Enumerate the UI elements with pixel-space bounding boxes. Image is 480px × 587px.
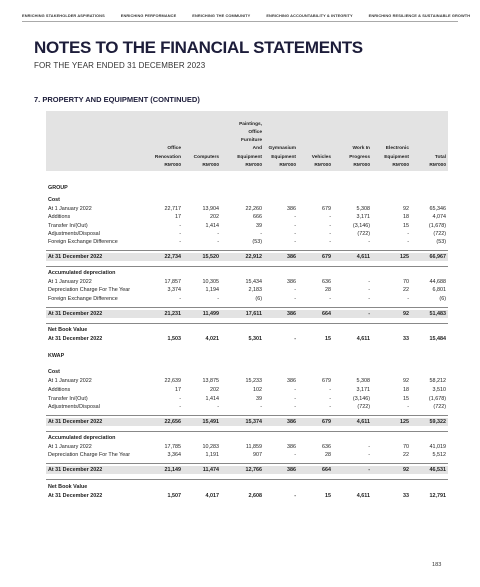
table-cell: - xyxy=(217,231,219,237)
table-cell: 679 xyxy=(322,378,331,384)
table-cell: 4,021 xyxy=(205,336,219,342)
row-label: Cost xyxy=(48,197,60,203)
table-row xyxy=(46,326,448,334)
page-subtitle: FOR THE YEAR ENDED 31 DECEMBER 2023 xyxy=(34,61,206,70)
table-cell: - xyxy=(294,336,296,342)
table-row xyxy=(46,230,448,238)
column-header-line: Equipment xyxy=(237,154,262,160)
row-divider xyxy=(46,415,448,416)
table-cell: - xyxy=(217,404,219,410)
nav-item-community[interactable]: ENRICHING THE COMMUNITY xyxy=(192,13,251,18)
table-row xyxy=(46,269,448,277)
table-total-row xyxy=(46,253,448,261)
table-cell: 12,791 xyxy=(429,493,446,499)
table-cell: 22 xyxy=(403,287,409,293)
table-cell: - xyxy=(329,396,331,402)
row-divider xyxy=(46,266,448,267)
table-cell: 386 xyxy=(287,279,296,285)
page-number: 183 xyxy=(432,562,442,568)
row-divider xyxy=(46,250,448,251)
table-cell: - xyxy=(368,311,370,317)
table-cell: - xyxy=(294,493,296,499)
table-cell: 3,510 xyxy=(432,387,446,393)
table-cell: - xyxy=(294,296,296,302)
table-cell: - xyxy=(294,223,296,229)
table-cell: 5,512 xyxy=(432,452,446,458)
table-cell: - xyxy=(368,287,370,293)
table-cell: 70 xyxy=(403,279,409,285)
table-cell: - xyxy=(368,279,370,285)
table-cell: 10,305 xyxy=(202,279,219,285)
table-cell: 3,171 xyxy=(356,214,370,220)
row-label: Adjustments/Disposal xyxy=(48,404,100,410)
table-cell: 10,283 xyxy=(202,444,219,450)
column-header-line: Renovation xyxy=(154,154,181,160)
column-header xyxy=(173,154,219,170)
table-cell: - xyxy=(179,404,181,410)
column-header-line: Equipment xyxy=(271,154,296,160)
column-header-line: Office xyxy=(167,146,181,152)
table-cell: 13,875 xyxy=(202,378,219,384)
table-cell: 4,017 xyxy=(205,493,219,499)
table-cell: 21,231 xyxy=(164,311,181,317)
row-label: At 1 January 2022 xyxy=(48,279,92,285)
row-label: Transfer In/(Out) xyxy=(48,223,88,229)
row-divider xyxy=(46,479,448,480)
row-label: At 31 December 2022 xyxy=(48,311,103,317)
table-cell: 15 xyxy=(325,336,331,342)
table-cell: 58,212 xyxy=(429,378,446,384)
column-header-line: Progress xyxy=(349,154,370,160)
column-header-line: RM'000 xyxy=(164,162,181,168)
column-header-line: And xyxy=(252,146,262,152)
table-cell: 664 xyxy=(322,311,331,317)
table-cell: 15 xyxy=(325,493,331,499)
table-cell: - xyxy=(368,239,370,245)
table-cell: 17 xyxy=(175,214,181,220)
column-header-line: RM'000 xyxy=(429,162,446,168)
row-label: Depreciation Charge For The Year xyxy=(48,287,131,293)
table-cell: - xyxy=(407,404,409,410)
row-divider xyxy=(46,307,448,308)
table-row xyxy=(46,205,448,213)
table-cell: 13,904 xyxy=(202,206,219,212)
table-total-row xyxy=(46,418,448,426)
table-cell: 15 xyxy=(403,396,409,402)
table-cell: 12,766 xyxy=(245,467,262,473)
table-cell: - xyxy=(368,444,370,450)
table-cell: 5,301 xyxy=(248,336,262,342)
table-cell: 1,194 xyxy=(205,287,219,293)
table-cell: 386 xyxy=(287,419,296,425)
table-cell: 1,414 xyxy=(205,223,219,229)
table-cell: 11,499 xyxy=(202,311,219,317)
table-cell: 1,414 xyxy=(205,396,219,402)
column-header-line: Equipment xyxy=(384,154,409,160)
table-cell: 386 xyxy=(287,311,296,317)
table-cell: 21,149 xyxy=(164,467,181,473)
table-cell: - xyxy=(260,404,262,410)
table-cell: 28 xyxy=(325,287,331,293)
table-cell: 70 xyxy=(403,444,409,450)
table-cell: 15 xyxy=(403,223,409,229)
table-cell: 202 xyxy=(210,214,219,220)
table-cell: (53) xyxy=(436,239,446,245)
column-header-line: RM'000 xyxy=(202,162,219,168)
table-row xyxy=(46,238,448,246)
table-cell: 1,503 xyxy=(167,336,181,342)
table-cell: 51,483 xyxy=(429,311,446,317)
section-heading: 7. PROPERTY AND EQUIPMENT (CONTINUED) xyxy=(34,95,200,104)
table-cell: - xyxy=(294,387,296,393)
table-cell: 664 xyxy=(322,467,331,473)
table-cell: 46,531 xyxy=(429,467,446,473)
table-cell: 386 xyxy=(287,254,296,260)
table-cell: 125 xyxy=(400,419,409,425)
table-cell: 22,734 xyxy=(164,254,181,260)
table-cell: - xyxy=(294,452,296,458)
row-label: GROUP xyxy=(48,185,68,191)
table-cell: 6,801 xyxy=(432,287,446,293)
column-header-line: RM'000 xyxy=(314,162,331,168)
nav-item-resilience[interactable]: ENRICHING RESILIENCE & SUSTAINABLE GROWTH xyxy=(368,13,471,18)
table-cell: 4,074 xyxy=(432,214,446,220)
column-header-line: Vehicles xyxy=(311,154,331,160)
table-cell: 4,611 xyxy=(356,419,370,425)
table-cell: - xyxy=(368,452,370,458)
row-divider xyxy=(46,323,448,324)
table-cell: 15,434 xyxy=(245,279,262,285)
table-cell: 386 xyxy=(287,206,296,212)
table-cell: (3,146) xyxy=(352,396,370,402)
table-row xyxy=(46,434,448,442)
table-cell: 18 xyxy=(403,387,409,393)
table-row xyxy=(46,222,448,230)
row-label: Foreign Exchange Difference xyxy=(48,296,118,302)
table-row xyxy=(46,443,448,451)
row-label: Foreign Exchange Difference xyxy=(48,239,118,245)
top-divider xyxy=(22,21,458,22)
table-cell: 22,639 xyxy=(164,378,181,384)
table-cell: 3,364 xyxy=(167,452,181,458)
table-cell: 28 xyxy=(325,452,331,458)
row-label: Net Book Value xyxy=(48,484,88,490)
table-cell: 1,507 xyxy=(167,493,181,499)
table-cell: (1,678) xyxy=(428,396,446,402)
table-cell: - xyxy=(407,296,409,302)
row-divider xyxy=(46,463,448,464)
table-cell: 41,019 xyxy=(429,444,446,450)
column-header-line: Gymnasium xyxy=(268,146,296,152)
table-total-row xyxy=(46,310,448,318)
table-cell: - xyxy=(294,287,296,293)
table-row xyxy=(46,184,448,192)
table-row xyxy=(46,403,448,411)
table-cell: 92 xyxy=(403,311,409,317)
top-navigation xyxy=(22,13,470,18)
table-cell: (722) xyxy=(433,231,446,237)
column-header-line: Furniture xyxy=(240,138,262,144)
table-cell: 679 xyxy=(322,419,331,425)
table-cell: - xyxy=(329,387,331,393)
row-label: At 31 December 2022 xyxy=(48,419,103,425)
table-cell: 4,611 xyxy=(356,493,370,499)
row-label: Net Book Value xyxy=(48,327,88,333)
nav-item-performance[interactable]: ENRICHING PERFORMANCE xyxy=(120,13,177,18)
table-cell: - xyxy=(368,296,370,302)
row-label: KWAP xyxy=(48,353,65,359)
row-label: Depreciation Charge For The Year xyxy=(48,452,131,458)
row-label: Accumulated depreciation xyxy=(48,270,116,276)
table-cell: (722) xyxy=(357,231,370,237)
row-divider xyxy=(46,431,448,432)
table-cell: 125 xyxy=(400,254,409,260)
table-row xyxy=(46,386,448,394)
column-header-line: Computers xyxy=(193,154,219,160)
table-cell: 22,912 xyxy=(245,254,262,260)
column-header-line: RM'000 xyxy=(392,162,409,168)
table-cell: 386 xyxy=(287,378,296,384)
table-cell: 5,308 xyxy=(356,378,370,384)
table-row xyxy=(46,295,448,303)
table-cell: - xyxy=(294,231,296,237)
row-label: Additions xyxy=(48,214,71,220)
table-cell: - xyxy=(329,223,331,229)
table-cell: - xyxy=(179,231,181,237)
table-cell: 17,611 xyxy=(245,311,262,317)
table-cell: 636 xyxy=(322,279,331,285)
table-cell: 17,857 xyxy=(164,279,181,285)
row-label: At 31 December 2022 xyxy=(48,336,103,342)
table-cell: - xyxy=(329,231,331,237)
table-cell: - xyxy=(179,223,181,229)
table-cell: (1,678) xyxy=(428,223,446,229)
column-header-line: Paintings, xyxy=(239,121,262,127)
table-cell: - xyxy=(217,296,219,302)
table-cell: - xyxy=(407,239,409,245)
table-cell: 11,474 xyxy=(202,467,219,473)
row-label: Accumulated depreciation xyxy=(48,435,116,441)
table-cell: - xyxy=(329,296,331,302)
table-cell: 65,346 xyxy=(429,206,446,212)
table-row xyxy=(46,196,448,204)
table-cell: - xyxy=(329,404,331,410)
table-cell: 202 xyxy=(210,387,219,393)
table-cell: - xyxy=(179,396,181,402)
table-cell: 18 xyxy=(403,214,409,220)
table-cell: (722) xyxy=(357,404,370,410)
table-cell: - xyxy=(294,214,296,220)
nav-item-stakeholder[interactable]: ENRICHING STAKEHOLDER ASPIRATIONS xyxy=(22,13,105,18)
table-cell: - xyxy=(329,239,331,245)
table-cell: 386 xyxy=(287,444,296,450)
column-header xyxy=(400,154,446,170)
table-cell: 102 xyxy=(253,387,262,393)
table-cell: (6) xyxy=(255,296,262,302)
table-cell: 92 xyxy=(403,467,409,473)
row-label: At 31 December 2022 xyxy=(48,493,103,499)
table-cell: - xyxy=(294,396,296,402)
table-cell: - xyxy=(368,467,370,473)
table-cell: 636 xyxy=(322,444,331,450)
column-header-line: RM'000 xyxy=(245,162,262,168)
table-cell: (3,146) xyxy=(352,223,370,229)
row-label: At 1 January 2022 xyxy=(48,206,92,212)
table-cell: 11,859 xyxy=(245,444,262,450)
column-header-line: Work In xyxy=(352,146,370,152)
table-cell: 59,322 xyxy=(429,419,446,425)
table-row xyxy=(46,492,448,500)
row-label: Adjustments/Disposal xyxy=(48,231,100,237)
column-header-line: RM'000 xyxy=(353,162,370,168)
table-cell: 39 xyxy=(256,396,262,402)
table-cell: 15,491 xyxy=(202,419,219,425)
table-cell: 22,656 xyxy=(164,419,181,425)
table-cell: - xyxy=(407,231,409,237)
table-cell: (53) xyxy=(252,239,262,245)
table-cell: 15,520 xyxy=(202,254,219,260)
table-cell: 22,717 xyxy=(164,206,181,212)
table-cell: 33 xyxy=(403,493,409,499)
row-label: At 31 December 2022 xyxy=(48,467,103,473)
table-cell: - xyxy=(294,239,296,245)
column-header-line: Total xyxy=(434,154,446,160)
table-cell: 17 xyxy=(175,387,181,393)
table-cell: 39 xyxy=(256,223,262,229)
table-cell: 92 xyxy=(403,206,409,212)
row-label: Transfer In/(Out) xyxy=(48,396,88,402)
nav-item-accountability[interactable]: ENRICHING ACCOUNTABILITY & INTEGRITY xyxy=(266,13,353,18)
table-cell: - xyxy=(179,296,181,302)
table-cell: 3,171 xyxy=(356,387,370,393)
table-cell: 22,260 xyxy=(245,206,262,212)
table-cell: 3,374 xyxy=(167,287,181,293)
table-cell: 44,688 xyxy=(429,279,446,285)
table-cell: 15,233 xyxy=(245,378,262,384)
table-cell: (722) xyxy=(433,404,446,410)
table-row xyxy=(46,451,448,459)
table-cell: - xyxy=(329,214,331,220)
table-cell: 4,611 xyxy=(356,254,370,260)
table-cell: 679 xyxy=(322,206,331,212)
table-row xyxy=(46,395,448,403)
table-cell: 4,611 xyxy=(356,336,370,342)
table-cell: 92 xyxy=(403,378,409,384)
table-cell: (6) xyxy=(439,296,446,302)
table-cell: - xyxy=(217,239,219,245)
table-cell: 22 xyxy=(403,452,409,458)
row-label: Cost xyxy=(48,369,60,375)
row-label: At 31 December 2022 xyxy=(48,254,103,260)
table-row xyxy=(46,278,448,286)
table-cell: - xyxy=(179,239,181,245)
table-cell: 15,374 xyxy=(245,419,262,425)
table-row xyxy=(46,213,448,221)
table-cell: 33 xyxy=(403,336,409,342)
table-cell: 2,183 xyxy=(248,287,262,293)
table-cell: 679 xyxy=(322,254,331,260)
table-row xyxy=(46,368,448,376)
row-label: At 1 January 2022 xyxy=(48,444,92,450)
table-cell: 17,785 xyxy=(164,444,181,450)
table-cell: 666 xyxy=(253,214,262,220)
table-cell: - xyxy=(260,231,262,237)
table-cell: 2,608 xyxy=(248,493,262,499)
table-cell: 5,308 xyxy=(356,206,370,212)
table-cell: - xyxy=(294,404,296,410)
row-label: Additions xyxy=(48,387,71,393)
table-row xyxy=(46,286,448,294)
table-cell: 15,484 xyxy=(429,336,446,342)
table-row xyxy=(46,483,448,491)
table-cell: 66,967 xyxy=(429,254,446,260)
table-row xyxy=(46,335,448,343)
table-cell: 1,191 xyxy=(205,452,219,458)
row-label: At 1 January 2022 xyxy=(48,378,92,384)
table-row xyxy=(46,377,448,385)
page-title: NOTES TO THE FINANCIAL STATEMENTS xyxy=(34,38,363,57)
column-header-line: RM'000 xyxy=(279,162,296,168)
column-header-line: Office xyxy=(248,130,262,135)
column-header-line: Electronic xyxy=(385,146,409,152)
table-cell: 386 xyxy=(287,467,296,473)
table-cell: 907 xyxy=(253,452,262,458)
table-total-row xyxy=(46,466,448,474)
table-row xyxy=(46,352,448,360)
